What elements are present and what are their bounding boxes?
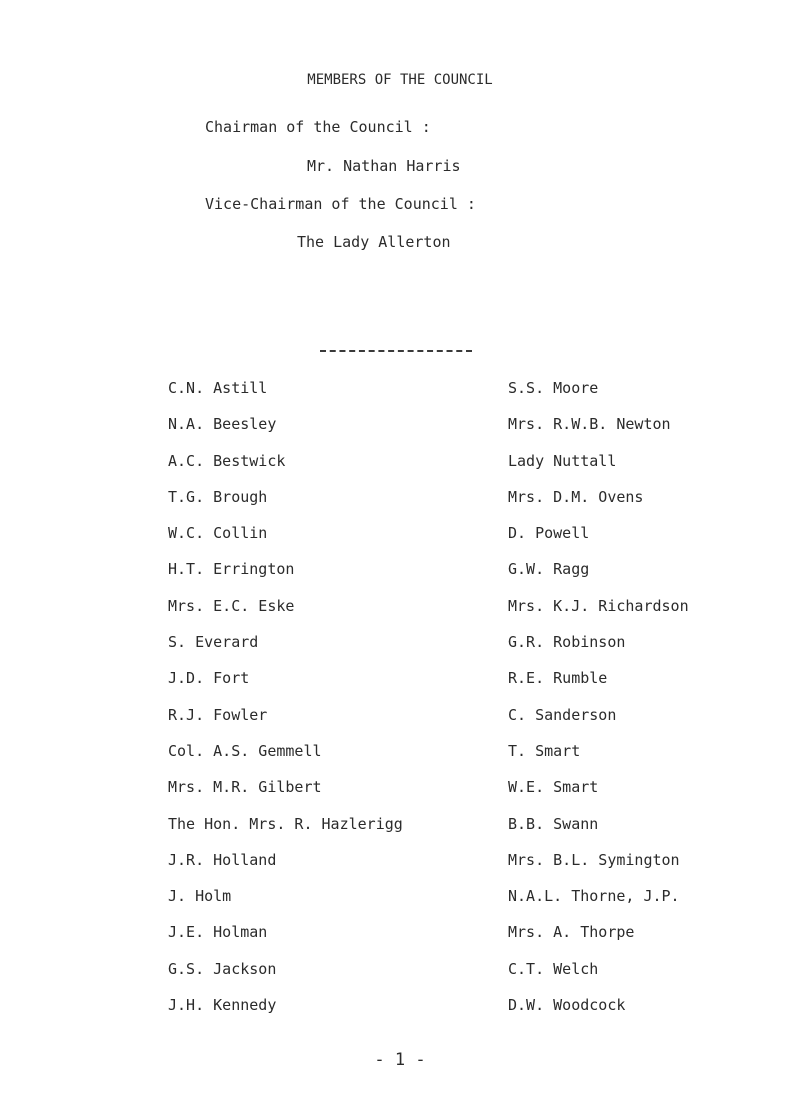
member-name: T.G. Brough <box>168 487 268 506</box>
member-name: N.A.L. Thorne, J.P. <box>508 887 680 906</box>
page-number: - 1 - <box>374 1050 426 1070</box>
members-left-column <box>168 305 403 1015</box>
vice-chairman-name: The Lady Allerton <box>297 233 451 251</box>
member-name: C.N. Astill <box>168 379 268 397</box>
member-name: H.T. Errington <box>168 560 295 579</box>
member-name: Mrs. K.J. Richardson <box>508 596 689 615</box>
member-name: B.B. Swann <box>508 814 599 833</box>
chairman-label: Chairman of the Council : <box>205 118 431 136</box>
member-name: J.E. Holman <box>168 923 268 942</box>
member-name: G.S. Jackson <box>168 959 277 978</box>
member-name: S.S. Moore <box>508 379 599 397</box>
member-name: W.E. Smart <box>508 778 599 797</box>
member-name: J. Holm <box>168 887 232 906</box>
vice-chairman-label: Vice-Chairman of the Council : <box>205 195 476 213</box>
chairman-name: Mr. Nathan Harris <box>307 157 461 175</box>
member-name: G.W. Ragg <box>508 560 590 579</box>
member-name: Lady Nuttall <box>508 451 617 470</box>
member-name: J.R. Holland <box>168 850 277 869</box>
member-name: C.T. Welch <box>508 959 599 978</box>
member-name: J.D. Fort <box>168 669 250 688</box>
member-name: Mrs. B.L. Symington <box>508 850 680 869</box>
member-name: R.J. Fowler <box>168 705 268 724</box>
member-name: R.E. Rumble <box>508 669 608 688</box>
member-name: D.W. Woodcock <box>508 996 626 1015</box>
member-name: Mrs. D.M. Ovens <box>508 487 644 506</box>
member-name: The Hon. Mrs. R. Hazlerigg <box>168 814 403 833</box>
member-name: Mrs. A. Thorpe <box>508 923 635 942</box>
member-name: C. Sanderson <box>508 705 617 724</box>
member-name: J.H. Kennedy <box>168 996 277 1015</box>
member-name: N.A. Beesley <box>168 415 277 434</box>
member-name: Col. A.S. Gemmell <box>168 741 322 760</box>
member-name: Mrs. E.C. Eske <box>168 596 295 615</box>
page-title: MEMBERS OF THE COUNCIL <box>307 72 493 88</box>
member-name: Mrs. M.R. Gilbert <box>168 778 322 797</box>
member-name: G.R. Robinson <box>508 633 626 652</box>
member-name: Mrs. R.W.B. Newton <box>508 415 671 434</box>
member-name: A.C. Bestwick <box>168 451 286 470</box>
members-right-column <box>508 305 689 1015</box>
member-name: T. Smart <box>508 741 581 760</box>
member-name: D. Powell <box>508 524 590 543</box>
member-name: W.C. Collin <box>168 524 268 543</box>
member-name: S. Everard <box>168 633 259 652</box>
